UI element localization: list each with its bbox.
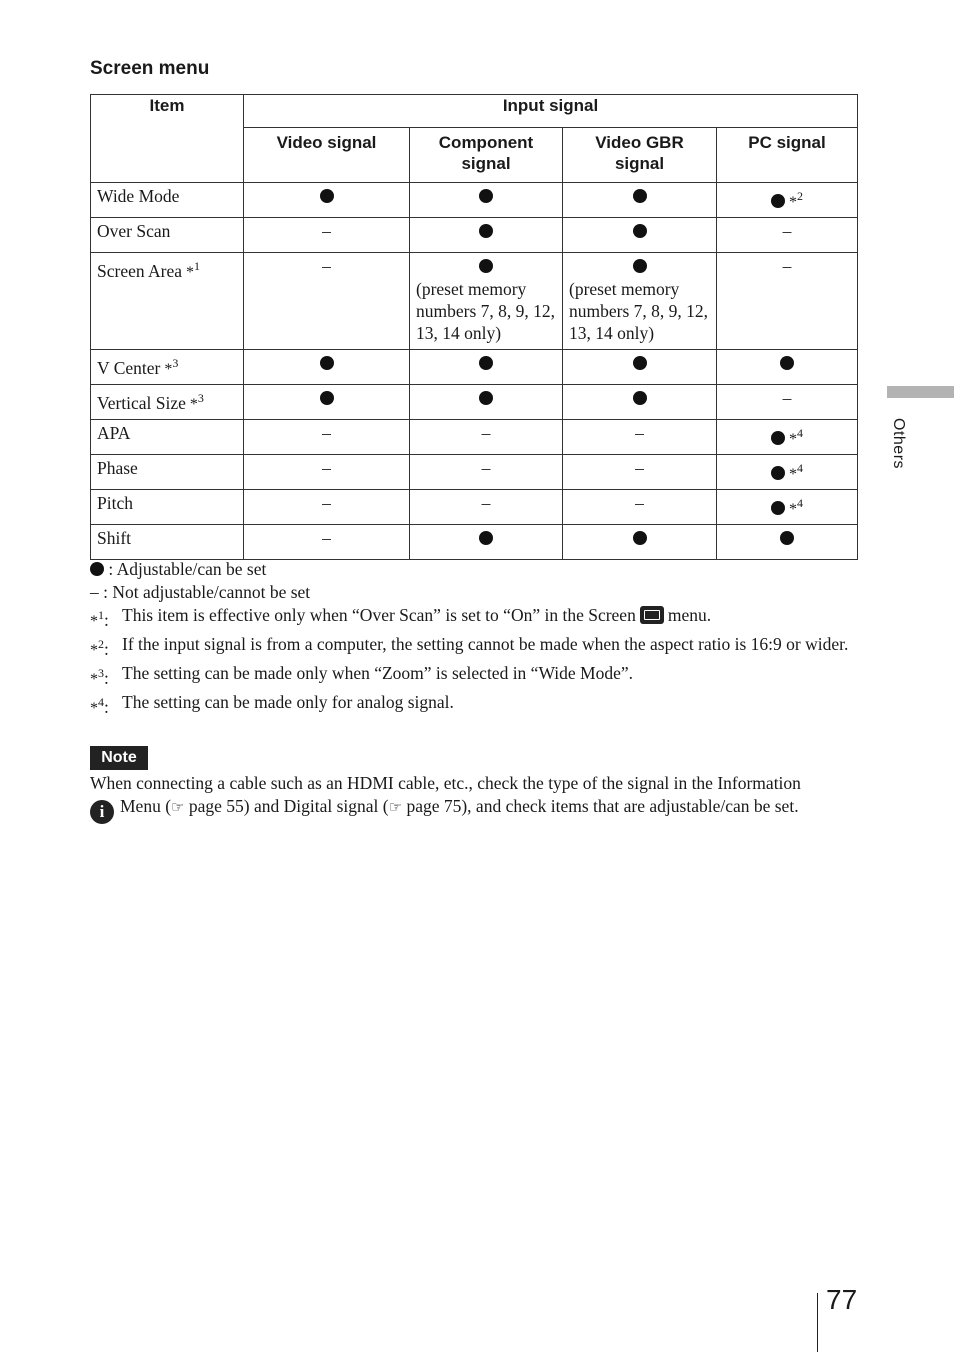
note-text: Menu ( — [120, 796, 172, 816]
not-adjustable-dash: – — [322, 221, 331, 241]
not-adjustable-dash: – — [481, 493, 491, 513]
adjustable-dot — [780, 531, 794, 545]
note-badge: Note — [90, 746, 148, 770]
not-adjustable-dash: – — [782, 388, 792, 408]
note-text: page 75), and check items that are adjustable/can be set. — [402, 796, 799, 816]
not-adjustable-dash: – — [481, 458, 491, 478]
table-cell — [563, 385, 717, 420]
not-adjustable-dash: – — [635, 458, 644, 478]
page-number-rule — [817, 1293, 818, 1352]
not-adjustable-dash: – — [322, 493, 331, 513]
adjustable-dot — [771, 466, 785, 480]
screen-menu-icon — [640, 606, 664, 624]
row-label: Shift — [91, 525, 244, 560]
table-cell — [563, 525, 717, 560]
legend-dash — [90, 581, 860, 604]
note-body — [90, 772, 856, 824]
not-adjustable-dash: – — [782, 256, 792, 276]
table-cell — [410, 385, 563, 420]
table-cell: *$^4$ — [717, 490, 858, 525]
note-text: page 55) and Digital signal ( — [184, 796, 389, 816]
row-label: Wide Mode — [91, 183, 244, 218]
adjustable-dot — [771, 194, 785, 208]
footnote: *$^2$: If the input signal is from a computer, the setting cannot be made when the aspect ratio is 16:9 or wider. — [90, 634, 849, 659]
column-header: Component signal — [410, 128, 563, 183]
adjustable-dot — [771, 431, 785, 445]
information-icon: i — [90, 800, 114, 824]
not-adjustable-dash: – — [635, 493, 644, 513]
adjustable-dot — [320, 356, 334, 370]
cell-note: (preset memory numbers 7, 8, 9, 12, 13, 14 only) — [416, 279, 556, 343]
table-row — [91, 385, 858, 420]
legend — [90, 558, 860, 720]
not-adjustable-dash: – — [481, 423, 491, 443]
table-cell — [410, 218, 563, 253]
table-cell — [410, 350, 563, 385]
note-line-1: When connecting a cable such as an HDMI cable, etc., check the type of the signal in the Information — [90, 773, 801, 793]
footnote: *$^3$: The setting can be made only when “Zoom” is selected in “Wide Mode”. — [90, 663, 633, 688]
table-row — [91, 420, 858, 455]
table-cell: *$^4$ — [717, 420, 858, 455]
table-cell — [410, 455, 563, 490]
table-cell — [244, 350, 410, 385]
adjustable-dot — [633, 189, 647, 203]
section-title: Screen menu — [90, 58, 210, 79]
adjustable-dot — [320, 391, 334, 405]
page-reference-icon: ☞ — [388, 800, 403, 816]
adjustable-dot — [479, 224, 493, 238]
row-label: Over Scan — [91, 218, 244, 253]
table-row — [91, 525, 858, 560]
adjustable-dot — [633, 356, 647, 370]
adjustable-dot — [780, 356, 794, 370]
table-row — [91, 455, 858, 490]
not-adjustable-dash: – — [782, 221, 792, 241]
table-cell — [563, 350, 717, 385]
table-cell — [563, 490, 717, 525]
column-header: Video GBR signal — [563, 128, 717, 183]
table-row — [91, 350, 858, 385]
table-cell — [563, 253, 717, 350]
table-cell — [717, 385, 858, 420]
table-cell — [717, 253, 858, 350]
adjustable-dot — [633, 259, 647, 273]
table-cell — [244, 525, 410, 560]
header-input-signal: Input signal — [244, 95, 858, 128]
table-cell — [563, 218, 717, 253]
footnote: *$^4$: The setting can be made only for analog signal. — [90, 692, 454, 717]
adjustable-dot — [633, 531, 647, 545]
table-cell — [717, 350, 858, 385]
table-cell — [717, 218, 858, 253]
adjustable-dot — [771, 501, 785, 515]
table-cell: *$^4$ — [717, 455, 858, 490]
adjustable-dot — [479, 259, 493, 273]
adjustable-dot — [479, 531, 493, 545]
note-line-2 — [90, 795, 856, 824]
not-adjustable-dash: – — [322, 256, 331, 276]
side-tab-label: Others — [890, 418, 907, 470]
table-cell — [244, 253, 410, 350]
not-adjustable-dash: – — [322, 458, 331, 478]
table-row — [91, 490, 858, 525]
column-header: PC signal — [717, 128, 858, 183]
table-row — [91, 183, 858, 218]
cell-note: (preset memory numbers 7, 8, 9, 12, 13, 14 only) — [569, 279, 709, 343]
table-cell — [717, 525, 858, 560]
table-cell — [410, 253, 563, 350]
adjustable-dot — [479, 189, 493, 203]
table-cell — [244, 420, 410, 455]
row-label: Screen Area *$^1$ — [91, 253, 244, 350]
table-cell: *$^2$ — [717, 183, 858, 218]
table-cell — [244, 455, 410, 490]
adjustable-dot — [479, 391, 493, 405]
row-label: Pitch — [91, 490, 244, 525]
legend-dash-text: – : Not adjustable/cannot be set — [90, 582, 311, 602]
legend-dot — [90, 558, 860, 581]
row-label: APA — [91, 420, 244, 455]
table-cell — [563, 455, 717, 490]
table-cell — [563, 420, 717, 455]
adjustable-dot — [633, 391, 647, 405]
legend-dot-text: : Adjustable/can be set — [108, 559, 267, 579]
table-cell — [410, 525, 563, 560]
dot-symbol — [90, 562, 104, 576]
adjustable-dot — [320, 189, 334, 203]
table-row — [91, 253, 858, 350]
row-label: Phase — [91, 455, 244, 490]
adjustable-dot — [633, 224, 647, 238]
adjustable-dot — [479, 356, 493, 370]
table-cell — [563, 183, 717, 218]
table-cell — [244, 183, 410, 218]
page-reference-icon: ☞ — [171, 800, 185, 816]
table-cell — [410, 183, 563, 218]
table-row — [91, 218, 858, 253]
table-cell — [410, 420, 563, 455]
table-cell — [244, 385, 410, 420]
row-label: Vertical Size *$^3$ — [91, 385, 244, 420]
not-adjustable-dash: – — [322, 423, 331, 443]
footnote: *$^1$: This item is effective only when “Over Scan” is set to “On” in the Screen menu. — [90, 605, 712, 630]
page-number: 77 — [826, 1284, 858, 1315]
side-tab-bar — [887, 386, 954, 398]
not-adjustable-dash: – — [322, 528, 331, 548]
row-label: V Center *$^3$ — [91, 350, 244, 385]
table-cell — [410, 490, 563, 525]
table-cell — [244, 218, 410, 253]
screen-menu-table — [90, 94, 858, 560]
column-header: Video signal — [244, 128, 410, 183]
table-cell — [244, 490, 410, 525]
not-adjustable-dash: – — [635, 423, 644, 443]
header-item: Item — [91, 95, 244, 183]
